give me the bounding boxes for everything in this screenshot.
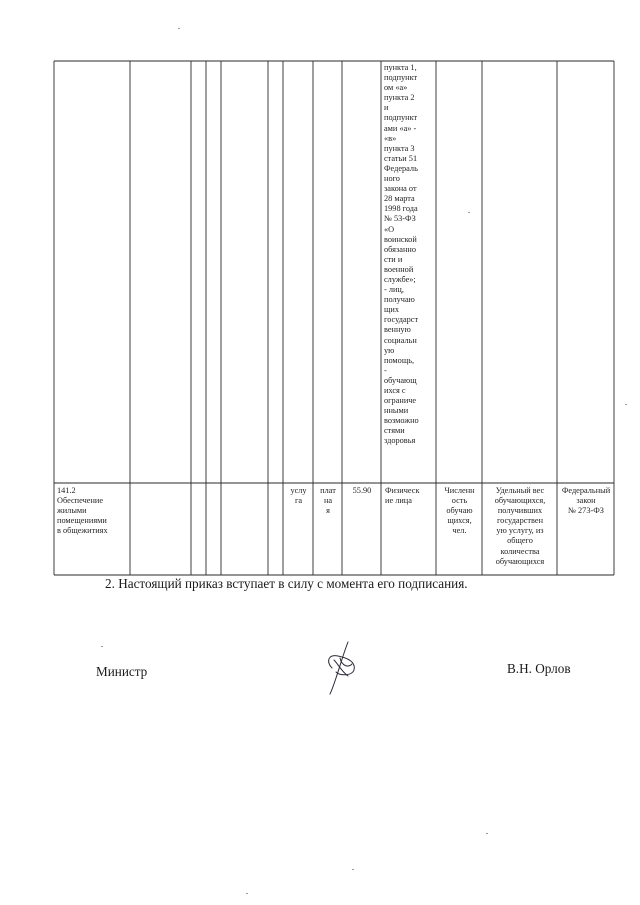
scan-speck — [246, 893, 248, 894]
indicator-cell: Численн ость обучаю щихся, чел. — [444, 486, 475, 536]
service-name-cell: 141.2 Обеспечение жилыми помещениями в общежитиях — [57, 486, 108, 536]
scan-speck — [625, 404, 627, 405]
scan-speck — [352, 869, 354, 870]
code-cell: 55.90 — [352, 486, 372, 495]
consumers-cell: Физическ ие лица — [385, 486, 420, 506]
minister-name: В.Н. Орлов — [507, 661, 571, 676]
minister-title: Министр — [96, 664, 148, 679]
legal-basis-cell: пункта 1, подпункт ом «а» пункта 2 и подпункт ами «а» - «в» пункта 3 статьи 51 Федераль ного закона от 28 марта 1998 года № 53-ФЗ «О воинской обязанно сти и военной службе»; - лиц, получаю щих государст венную социальн ую помощь, - обучающ ихся с ограниче нными возможно стями здоровья — [384, 63, 419, 446]
scan-speck — [101, 646, 103, 647]
scan-speck — [486, 833, 488, 834]
scan-speck — [468, 212, 470, 213]
law-cell: Федеральный закон № 273-ФЗ — [561, 486, 611, 516]
payment-cell: плат на я — [320, 486, 336, 516]
unit-type-cell: услу га — [290, 486, 307, 506]
quality-indicator-cell: Удельный вес обучающихся, получивших государствен ую услугу, из общего количества обучающихся — [494, 486, 546, 566]
scan-speck — [178, 28, 180, 29]
handwritten-signature — [318, 638, 366, 696]
effective-date-paragraph: 2. Настоящий приказ вступает в силу с момента его подписания. — [105, 576, 468, 591]
